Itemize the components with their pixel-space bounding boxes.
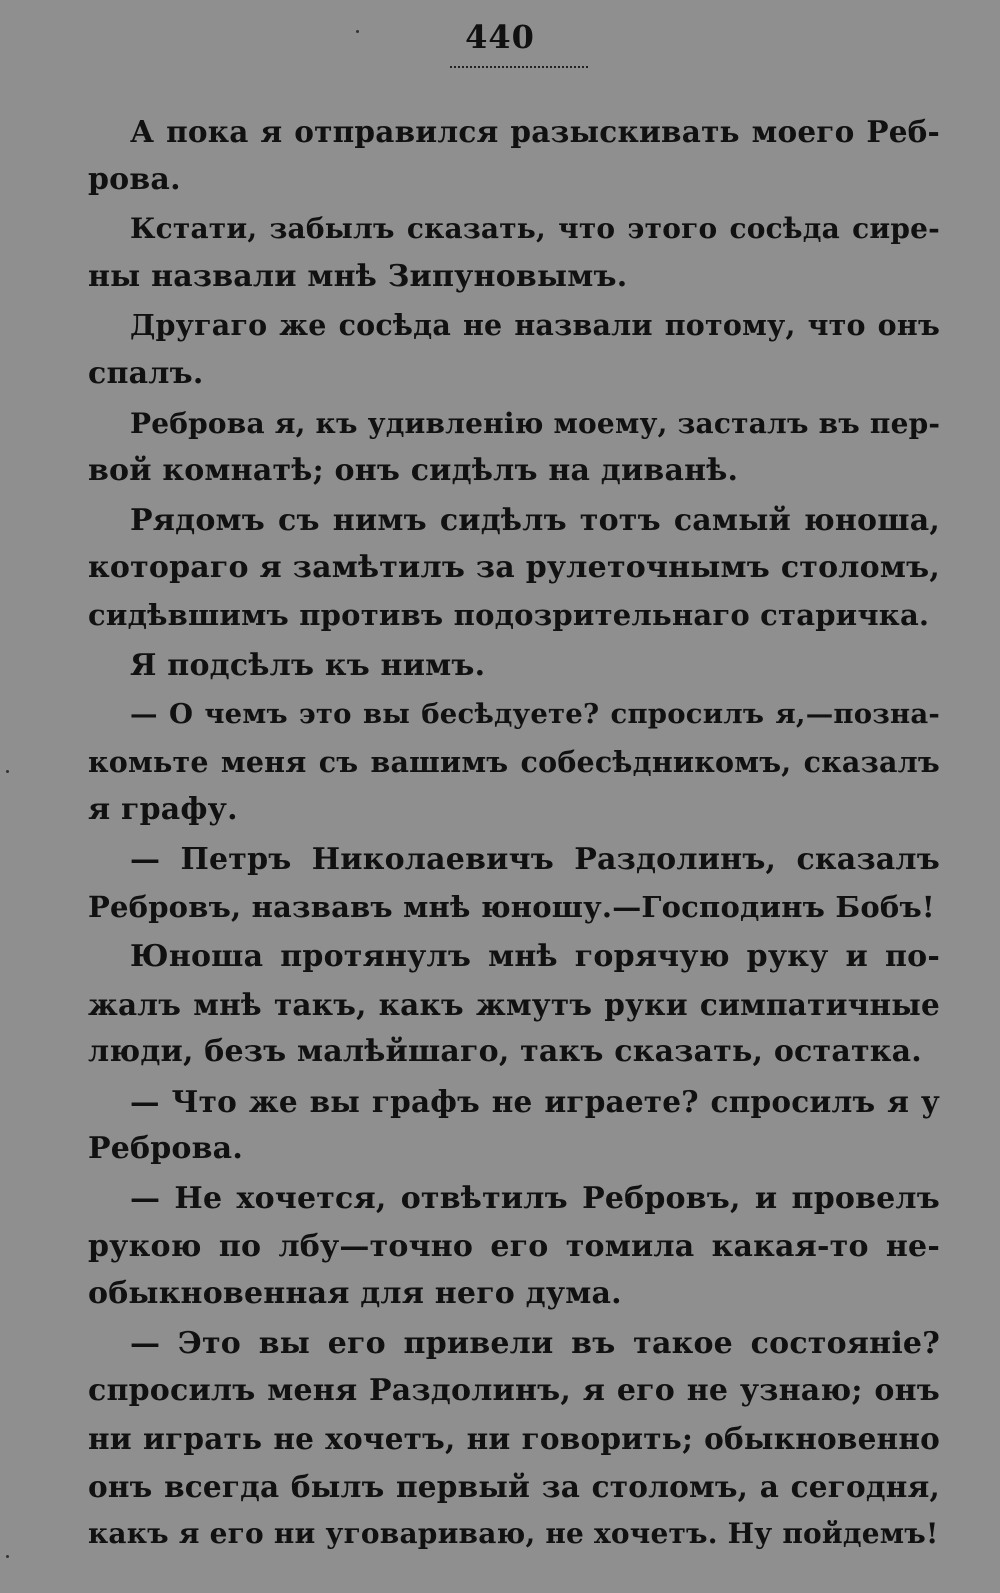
page-number-rule bbox=[450, 66, 588, 68]
page-number: 440 bbox=[465, 18, 535, 56]
text-line: — О чемъ это вы бесѣдуете? спросилъ я,—позна- bbox=[130, 698, 940, 731]
paragraph bbox=[88, 1175, 940, 1318]
paragraph bbox=[88, 1078, 940, 1173]
text-line: рукою по лбу—точно его томила какая-то не- bbox=[88, 1228, 940, 1264]
text-line: я графу. bbox=[88, 792, 238, 828]
paragraph bbox=[88, 642, 940, 690]
text-line: спалъ. bbox=[88, 355, 204, 391]
text-line: вой комнатѣ; онъ сидѣлъ на диванѣ. bbox=[88, 453, 739, 489]
text-line: ны назвали мнѣ Зипуновымъ. bbox=[88, 258, 628, 294]
paragraph bbox=[88, 691, 940, 834]
text-line: котораго я замѣтилъ за рулеточнымъ столомъ, bbox=[88, 550, 940, 586]
paragraph bbox=[88, 836, 940, 931]
paragraph bbox=[88, 1320, 940, 1558]
text-line: люди, безъ малѣйшаго, такъ сказать, остатка. bbox=[88, 1034, 922, 1070]
text-line: комьте меня съ вашимъ собесѣдникомъ, сказалъ bbox=[88, 744, 940, 779]
text-line: ни играть не хочетъ, ни говорить; обыкновенно bbox=[88, 1421, 940, 1457]
paragraph bbox=[88, 108, 940, 203]
print-speck bbox=[356, 30, 359, 33]
text-line: Юноша протянулъ мнѣ горячую руку и по- bbox=[130, 939, 940, 975]
text-line: жалъ мнѣ такъ, какъ жмутъ руки симпатичные bbox=[88, 986, 940, 1022]
paragraph bbox=[88, 933, 940, 1076]
text-line: — Петръ Николаевичъ Раздолинъ, сказалъ bbox=[130, 841, 940, 877]
text-line: Реброва я, къ удивленію моему, засталъ въ пер- bbox=[130, 406, 940, 440]
paragraph bbox=[88, 302, 940, 397]
text-line: — Это вы его привели въ такое состояніе? bbox=[130, 1325, 940, 1361]
text-line: Я подсѣлъ къ нимъ. bbox=[130, 647, 486, 683]
text-line: — Не хочется, отвѣтилъ Ребровъ, и провелъ bbox=[130, 1181, 940, 1217]
text-line: сидѣвшимъ противъ подозрительнаго старичка. bbox=[88, 597, 930, 632]
text-line: спросилъ меня Раздолинъ, я его не узнаю; онъ bbox=[88, 1373, 940, 1409]
text-line: Ребровъ, назвавъ мнѣ юношу.—Господинъ Бобъ! bbox=[88, 889, 935, 924]
paragraph bbox=[88, 400, 940, 495]
text-line: — Что же вы графъ не играете? спросилъ я у bbox=[130, 1083, 940, 1119]
text-line: А пока я отправился разыскивать моего Реб- bbox=[130, 114, 940, 149]
body-text bbox=[88, 108, 940, 1560]
text-line: Реброва. bbox=[88, 1131, 243, 1167]
text-line: обыкновенная для него дума. bbox=[88, 1276, 622, 1312]
print-speck bbox=[6, 1555, 9, 1558]
text-line: рова. bbox=[88, 161, 181, 197]
text-line: Рядомъ съ нимъ сидѣлъ тотъ самый юноша, bbox=[130, 502, 940, 538]
text-line: Кстати, забылъ сказать, что этого сосѣда сире- bbox=[130, 212, 940, 246]
print-speck bbox=[6, 770, 9, 773]
paragraph bbox=[88, 205, 940, 300]
text-line: Другаго же сосѣда не назвали потому, что онъ bbox=[130, 308, 940, 343]
paragraph bbox=[88, 497, 940, 640]
text-line: какъ я его ни уговариваю, не хочетъ. Ну пойдемъ! bbox=[88, 1517, 939, 1551]
text-line: онъ всегда былъ первый за столомъ, а сегодня, bbox=[88, 1468, 940, 1504]
